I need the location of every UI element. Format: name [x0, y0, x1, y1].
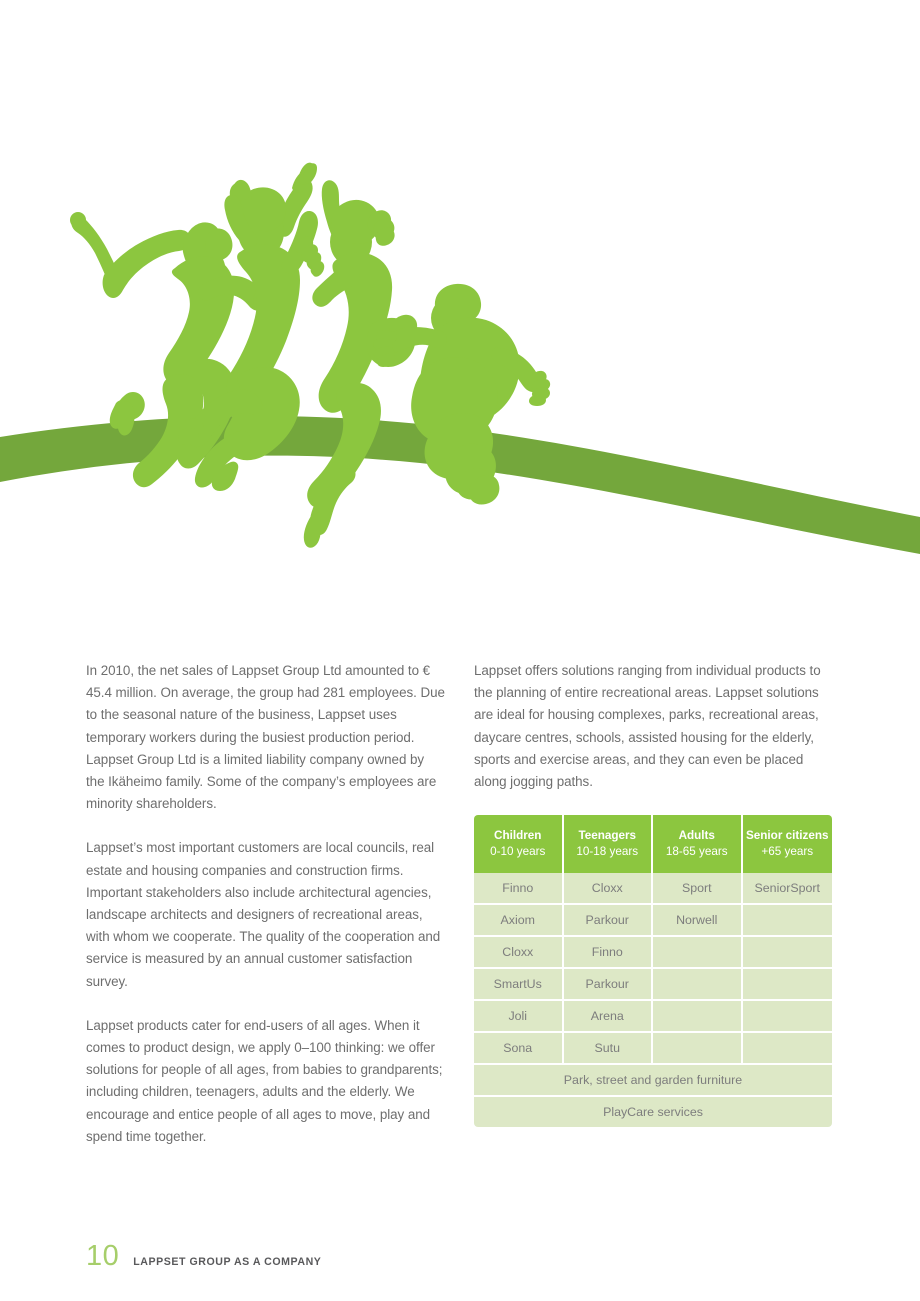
- age-table-head: [474, 815, 832, 873]
- paragraph-net-sales: In 2010, the net sales of Lappset Group Ltd amounted to € 45.4 million. On average, the group had 281 employees. Due to the seasonal nature of the business, Lappset uses temporary workers during the busiest production period. Lappset Group Ltd is a limited liability company owned by the Ikäheimo family. Some of the company’s employees are minority shareholders.: [86, 663, 445, 812]
- table-cell: Finno: [474, 873, 564, 905]
- left-text-column: [86, 660, 446, 1148]
- table-row: [474, 873, 832, 905]
- header-title-adults: Adults: [678, 829, 715, 843]
- age-table-header-row: [474, 815, 832, 873]
- table-cell: Arena: [564, 1001, 654, 1033]
- table-row-full-width: [474, 1065, 832, 1097]
- table-cell: Finno: [564, 937, 654, 969]
- table-cell: SeniorSport: [743, 873, 833, 905]
- table-cell: SmartUs: [474, 969, 564, 1001]
- age-group-product-table: [474, 815, 832, 1127]
- right-text-column: [474, 660, 834, 1148]
- table-row: [474, 905, 832, 937]
- table-cell: [653, 1001, 743, 1033]
- page-footer: [86, 1240, 321, 1273]
- table-row: [474, 937, 832, 969]
- header-range-adults: 18-65 years: [665, 844, 728, 858]
- age-table-header-teenagers: [564, 815, 654, 873]
- hero-illustration: [0, 0, 920, 600]
- paragraph-customers: Lappset’s most important customers are local councils, real estate and housing companies and construction firms. Important stakeholders also include architectural agencies, landscape architects and designers of recreational areas, with whom we cooperate. The quality of the cooperation and service is measured by an annual customer satisfaction survey.: [86, 840, 441, 989]
- header-title-senior-citizens: Senior citizens: [746, 829, 829, 843]
- footer-section-title: LAPPSET GROUP AS A COMPANY: [133, 1256, 322, 1268]
- header-title-children: Children: [494, 829, 542, 843]
- table-cell: [743, 937, 833, 969]
- table-cell: [653, 1033, 743, 1065]
- table-cell: Sutu: [564, 1033, 654, 1065]
- jumping-girl-center-right: [304, 180, 417, 548]
- table-cell: [743, 969, 833, 1001]
- page-number: 10: [86, 1240, 120, 1272]
- header-range-teenagers: 10-18 years: [576, 844, 639, 858]
- table-cell: [743, 1033, 833, 1065]
- paragraph-solutions: Lappset offers solutions ranging from individual products to the planning of entire recreational areas. Lappset solutions are ideal for housing complexes, parks, recreational areas, daycare centres, schools, assisted housing for the elderly, sports and exercise areas, and they can even be placed along jogging paths.: [474, 663, 821, 790]
- table-cell: Cloxx: [564, 873, 654, 905]
- table-row: [474, 1033, 832, 1065]
- table-cell: Parkour: [564, 905, 654, 937]
- table-row: [474, 969, 832, 1001]
- age-table-body: [474, 873, 832, 1127]
- age-table-header-senior-citizens: [743, 815, 833, 873]
- table-cell: Joli: [474, 1001, 564, 1033]
- table-cell-park-furniture: Park, street and garden furniture: [474, 1065, 832, 1097]
- header-range-children: 0-10 years: [490, 844, 546, 858]
- table-row-full-width: [474, 1097, 832, 1127]
- table-row: [474, 1001, 832, 1033]
- table-cell: Axiom: [474, 905, 564, 937]
- paragraph-product-ages: Lappset products cater for end-users of all ages. When it comes to product design, we apply 0–100 thinking: we offer solutions for people of all ages, from babies to grandparents; including children, teenagers, adults and the elderly. We encourage and entice people of all ages to move, play and spend time together.: [86, 1017, 443, 1144]
- table-cell: [743, 905, 833, 937]
- table-cell: Norwell: [653, 905, 743, 937]
- table-cell: Parkour: [564, 969, 654, 1001]
- age-table-header-children: [474, 815, 564, 873]
- table-cell: Cloxx: [474, 937, 564, 969]
- age-table-header-adults: [653, 815, 743, 873]
- table-cell: Sport: [653, 873, 743, 905]
- header-range-senior-citizens: +65 years: [761, 844, 814, 858]
- table-cell-playcare-services: PlayCare services: [474, 1097, 832, 1127]
- table-cell: Sona: [474, 1033, 564, 1065]
- table-cell: [653, 969, 743, 1001]
- table-cell: [653, 937, 743, 969]
- page-content: [86, 660, 834, 1148]
- header-title-teenagers: Teenagers: [578, 829, 637, 843]
- table-cell: [743, 1001, 833, 1033]
